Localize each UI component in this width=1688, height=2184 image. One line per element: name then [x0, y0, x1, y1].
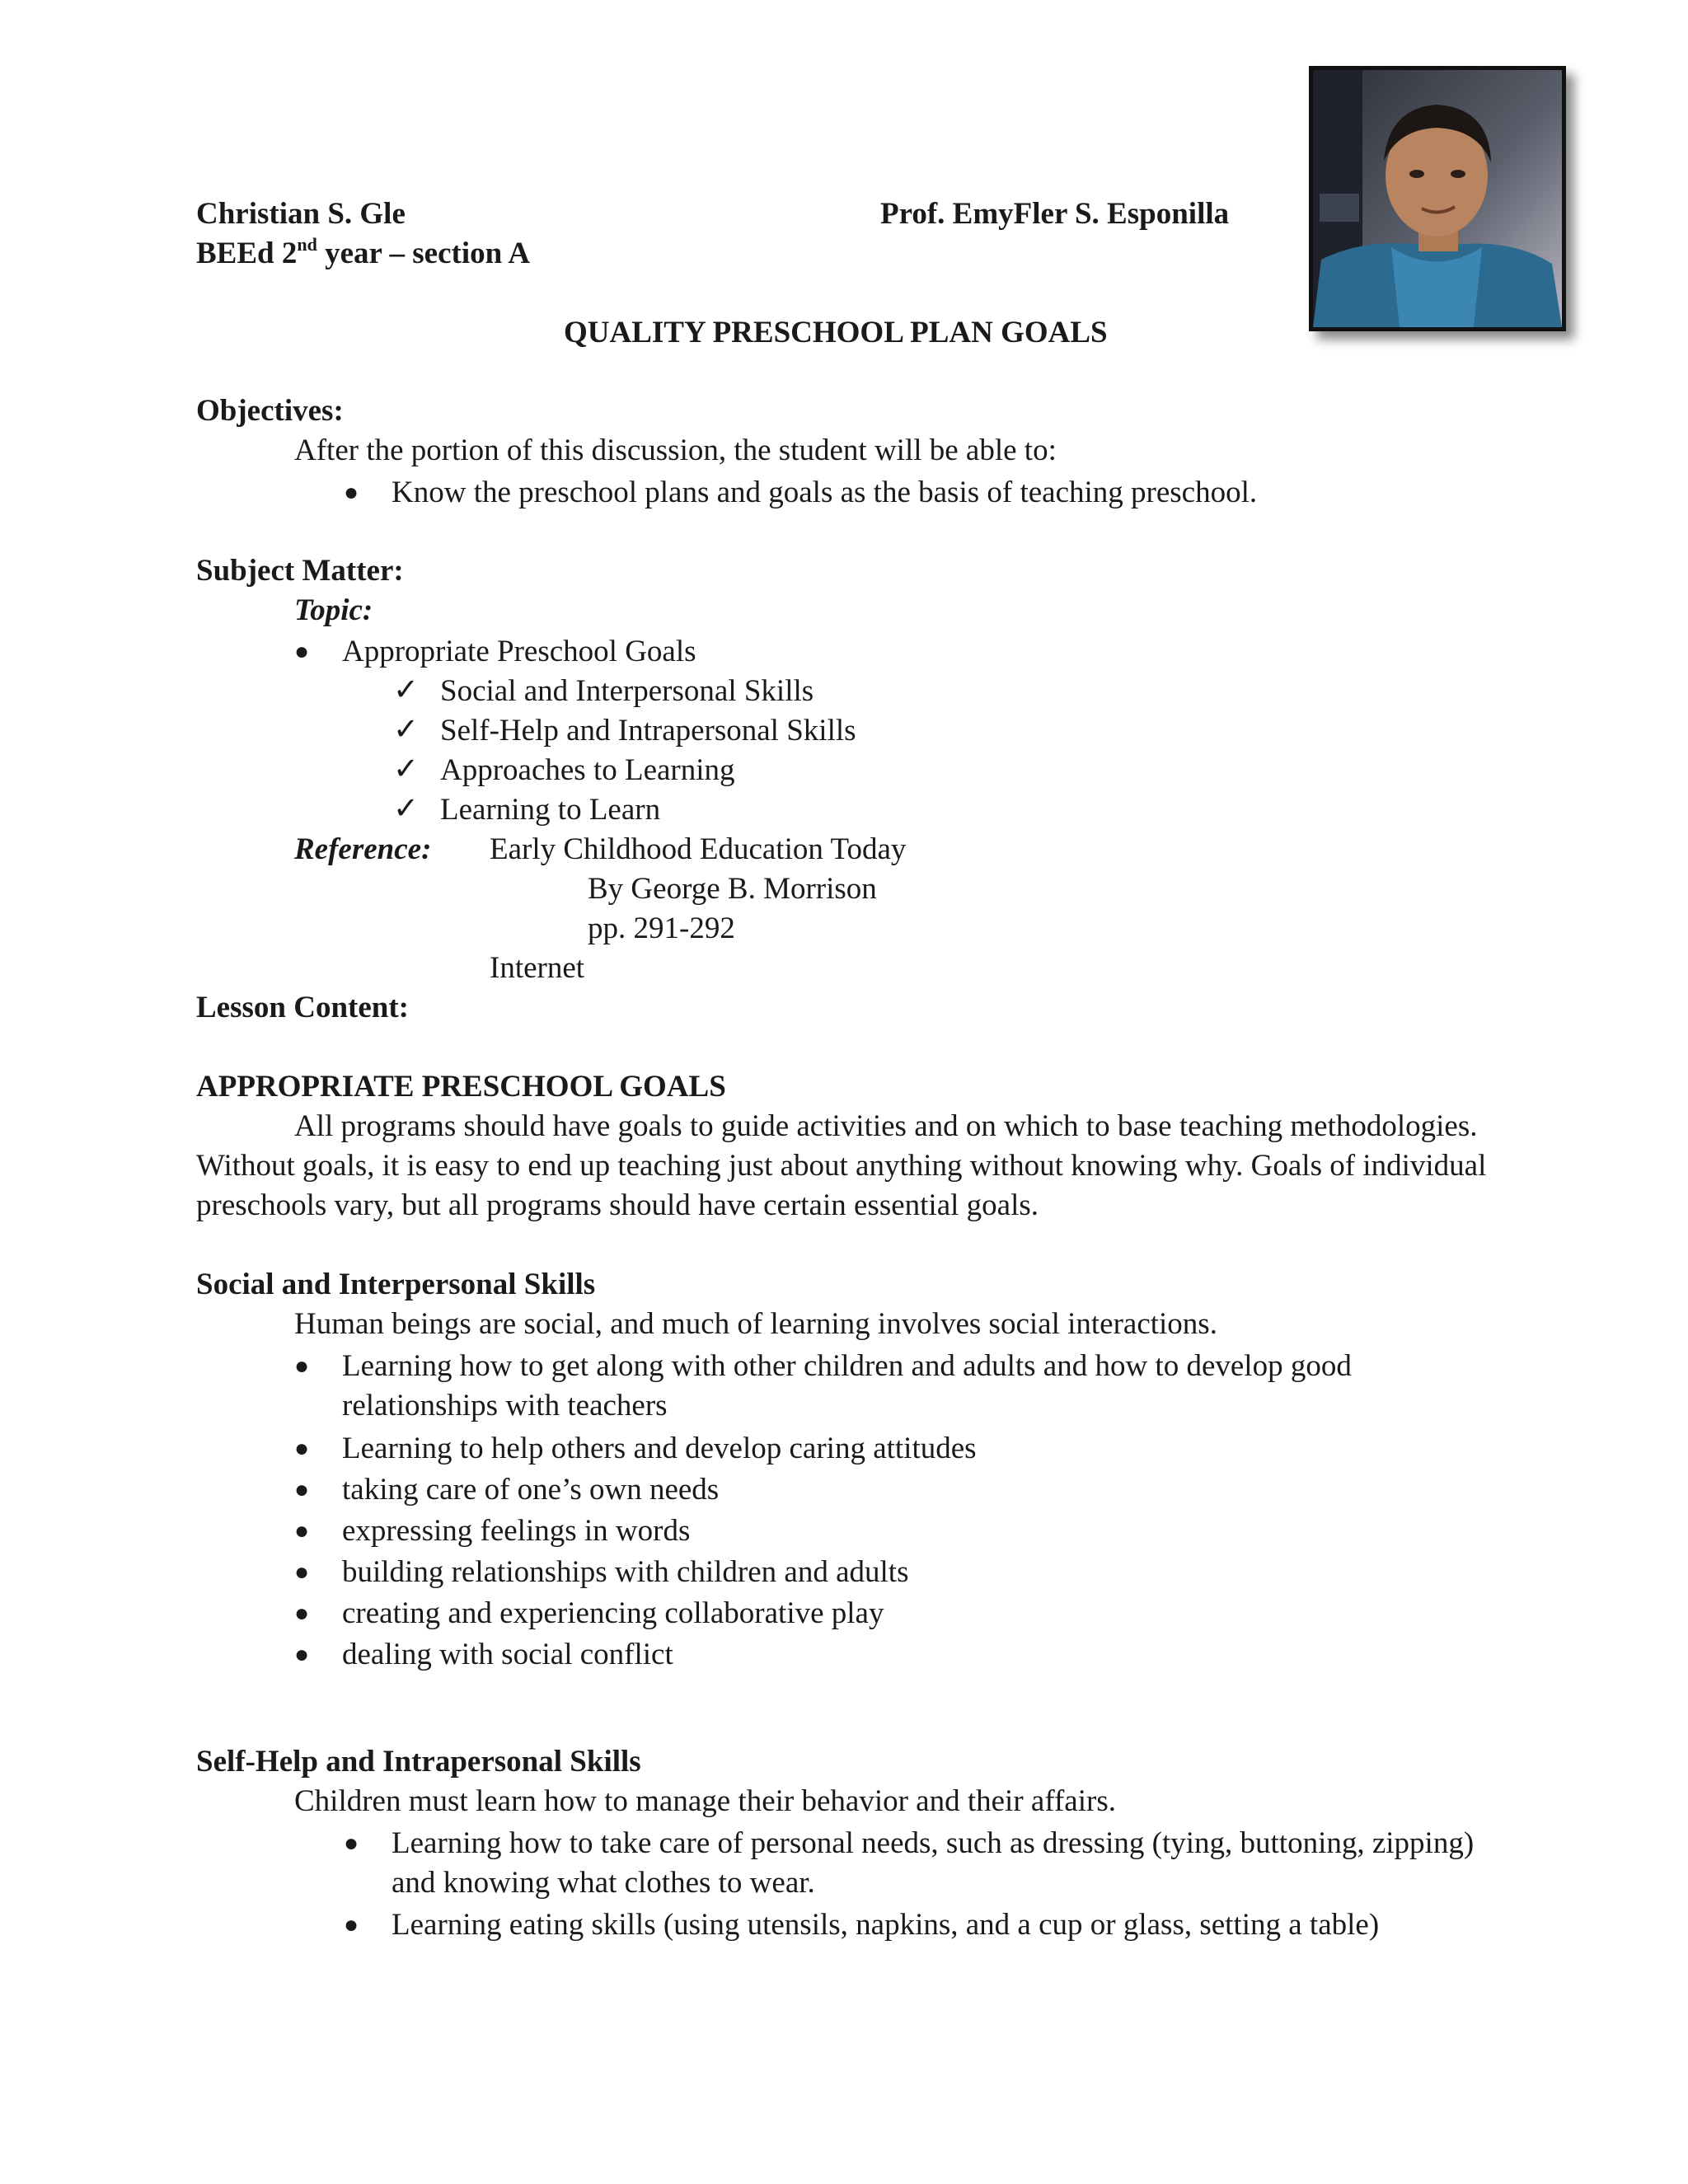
subject-matter-heading: Subject Matter:	[196, 554, 404, 588]
student-name: Christian S. Gle	[196, 197, 406, 231]
course-prefix: BEEd 2	[196, 237, 298, 270]
appropriate-goals-heading: APPROPRIATE PRESCHOOL GOALS	[196, 1070, 726, 1104]
checkmark-icon: ✓	[393, 792, 420, 826]
objective-item: Know the preschool plans and goals as the basis of teaching preschool.	[392, 476, 1258, 509]
list-item-continued: relationships with teachers	[342, 1389, 668, 1422]
lesson-content-heading: Lesson Content:	[196, 991, 409, 1024]
bullet-icon: ●	[344, 1911, 359, 1938]
paragraph-line: Without goals, it is easy to end up teaching just about anything without knowing why. Goals of individual	[196, 1149, 1487, 1183]
list-item: dealing with social conflict	[342, 1638, 673, 1671]
course-section	[196, 233, 530, 274]
reference-line: By George B. Morrison	[588, 872, 877, 906]
objectives-intro: After the portion of this discussion, the student will be able to:	[294, 434, 1057, 467]
reference-label: Reference:	[294, 832, 432, 866]
list-item: expressing feelings in words	[342, 1514, 691, 1548]
topic-check-item: Learning to Learn	[440, 793, 661, 827]
list-item: building relationships with children and adults	[342, 1555, 909, 1589]
topic-bullet: Appropriate Preschool Goals	[342, 635, 696, 668]
topic-check-item: Self-Help and Intrapersonal Skills	[440, 714, 856, 748]
list-item: creating and experiencing collaborative play	[342, 1596, 884, 1630]
social-skills-heading: Social and Interpersonal Skills	[196, 1268, 596, 1301]
course-suffix: year – section A	[316, 237, 531, 270]
list-item: taking care of one’s own needs	[342, 1473, 720, 1507]
paragraph-line: preschools vary, but all programs should have certain essential goals.	[196, 1188, 1039, 1222]
reference-line: pp. 291-292	[588, 912, 735, 945]
professor-name: Prof. EmyFler S. Esponilla	[880, 197, 1230, 231]
list-item-continued: and knowing what clothes to wear.	[392, 1866, 815, 1900]
social-skills-intro: Human beings are social, and much of learning involves social interactions.	[294, 1307, 1217, 1341]
bullet-icon: ●	[294, 1352, 310, 1380]
bullet-icon: ●	[294, 1517, 310, 1544]
portrait-image	[1313, 70, 1562, 327]
checkmark-icon: ✓	[393, 673, 420, 707]
bullet-icon: ●	[344, 479, 359, 506]
topic-label: Topic:	[294, 593, 373, 627]
list-item: Learning how to take care of personal needs, such as dressing (tying, buttoning, zipping)	[392, 1826, 1475, 1860]
course-sup: nd	[297, 234, 317, 255]
page-title: QUALITY PRESCHOOL PLAN GOALS	[564, 316, 1108, 349]
bullet-icon: ●	[294, 1641, 310, 1668]
list-item: Learning how to get along with other children and adults and how to develop good	[342, 1349, 1352, 1383]
objectives-heading: Objectives:	[196, 394, 344, 428]
self-help-heading: Self-Help and Intrapersonal Skills	[196, 1745, 641, 1779]
checkmark-icon: ✓	[393, 713, 420, 747]
student-photo	[1309, 66, 1566, 331]
bullet-icon: ●	[294, 1476, 310, 1503]
topic-check-item: Social and Interpersonal Skills	[440, 674, 814, 708]
bullet-icon: ●	[294, 1558, 310, 1586]
bullet-icon: ●	[344, 1830, 359, 1857]
checkmark-icon: ✓	[393, 752, 420, 786]
self-help-intro: Children must learn how to manage their behavior and their affairs.	[294, 1784, 1116, 1818]
paragraph-line: All programs should have goals to guide activities and on which to base teaching methodologies.	[294, 1109, 1478, 1143]
list-item: Learning to help others and develop caring attitudes	[342, 1432, 977, 1465]
list-item: Learning eating skills (using utensils, napkins, and a cup or glass, setting a table)	[392, 1908, 1380, 1942]
reference-line: Internet	[490, 951, 585, 985]
topic-check-item: Approaches to Learning	[440, 753, 735, 787]
bullet-icon: ●	[294, 1600, 310, 1627]
reference-line: Early Childhood Education Today	[490, 832, 907, 866]
bullet-icon: ●	[294, 1435, 310, 1462]
bullet-icon: ●	[294, 638, 310, 665]
